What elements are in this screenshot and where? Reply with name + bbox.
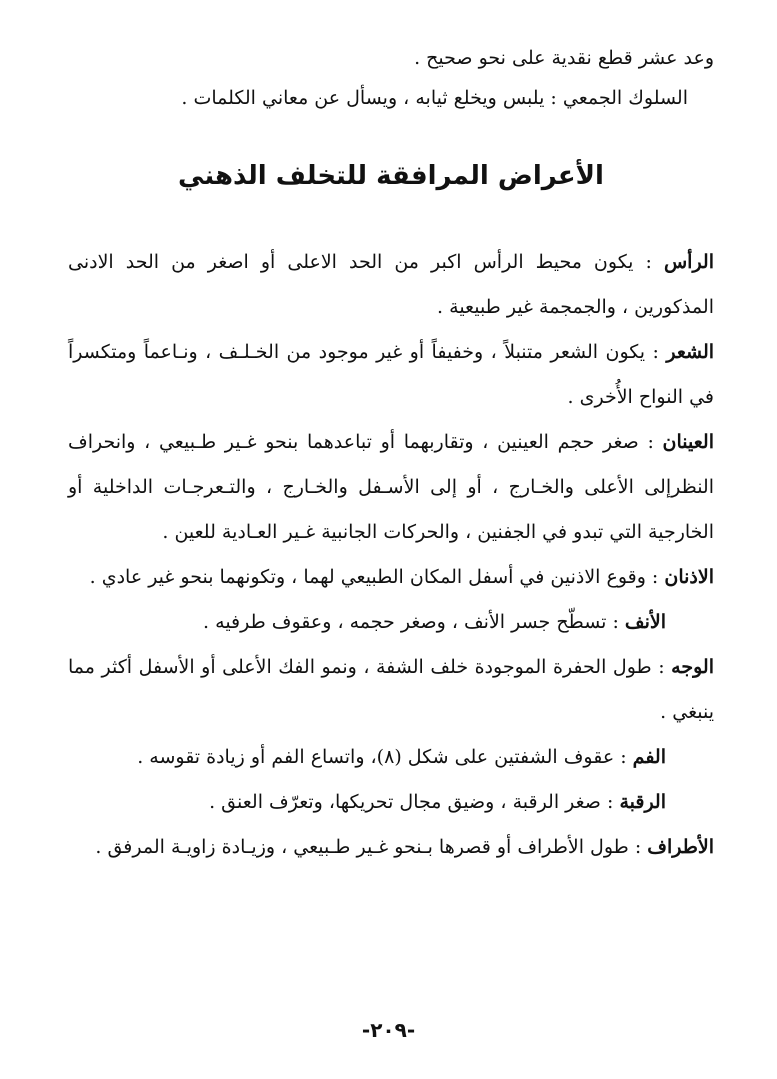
entry-text: : صغر الرقبة ، وضيق مجال تحريكها، وتعرّف العنق . — [209, 791, 614, 813]
entry-term: الأنف — [624, 611, 666, 633]
entry-text: : يكون محيط الرأس اكبر من الحد الاعلى أو اصغر من الحد الادنى المذكورين ، والجمجمة غير طبيعية . — [68, 251, 714, 318]
intro-line-1: وعد عشر قطع نقدية على نحو صحيح . — [414, 47, 714, 69]
entry-term: الاذنان — [664, 566, 714, 588]
section-heading: الأعراض المرافقة للتخلف الذهني — [178, 161, 604, 191]
document-page — [68, 38, 714, 870]
entry-text: : عقوف الشفتين على شكل (٨)، واتساع الفم أو زيادة تقوسه . — [137, 746, 627, 768]
entry-neck — [68, 780, 714, 825]
entry-text: : وقوع الاذنين في أسفل المكان الطبيعي لهما ، وتكونهما بنحو غير عادي . — [89, 566, 659, 588]
entry-ears — [68, 555, 714, 600]
entry-text: : يكون الشعر متنبلاً ، وخفيفاً أو غير موجود من الخـلـف ، ونـاعماً ومتكسراً في النواح الأُخرى . — [68, 341, 714, 408]
page-number: -٢٠٩- — [361, 1018, 416, 1042]
entry-text: : تسطّح جسر الأنف ، وصغر حجمه ، وعقوف طرفيه . — [203, 611, 619, 633]
entry-text: : طول الأطراف أو قصرها بـنحو غـير طـبيعي ، وزيـادة زاويـة المرفق . — [95, 836, 642, 858]
entry-face — [68, 645, 714, 735]
entry-head — [68, 240, 714, 330]
entry-eyes — [68, 420, 714, 555]
intro-block — [68, 38, 714, 118]
entry-term: الرأس — [663, 251, 714, 273]
entry-nose — [68, 600, 714, 645]
entry-hair — [68, 330, 714, 420]
entry-text: : طول الحفرة الموجودة خلف الشفة ، ونمو الفك الأعلى أو الأسفل أكثر مما ينبغي . — [68, 656, 714, 723]
intro-line-2: السلوك الجمعي : يلبس ويخلع ثيابه ، ويسأل عن معاني الكلمات . — [181, 87, 688, 109]
entry-limbs — [68, 825, 714, 870]
entry-mouth — [68, 735, 714, 780]
entry-term: العينان — [662, 431, 714, 453]
entry-text: : صغر حجم العينين ، وتقاربهما أو تباعدهما بنحو غـير طـبيعي ، وانحراف النظرإلى الأعلى والخـارج ، أو إلى الأسـفل والخـارج ، والتـعرجـات الداخلية أو الخارجية التي تبدو في الجفنين ، والحركات الجانبية غـير العـادية للعين . — [68, 431, 714, 543]
entry-term: الفم — [632, 746, 666, 768]
entry-term: الرقبة — [619, 791, 666, 813]
entry-term: الشعر — [666, 341, 715, 363]
entry-term: الوجه — [671, 656, 714, 678]
entry-term: الأطراف — [647, 836, 714, 858]
